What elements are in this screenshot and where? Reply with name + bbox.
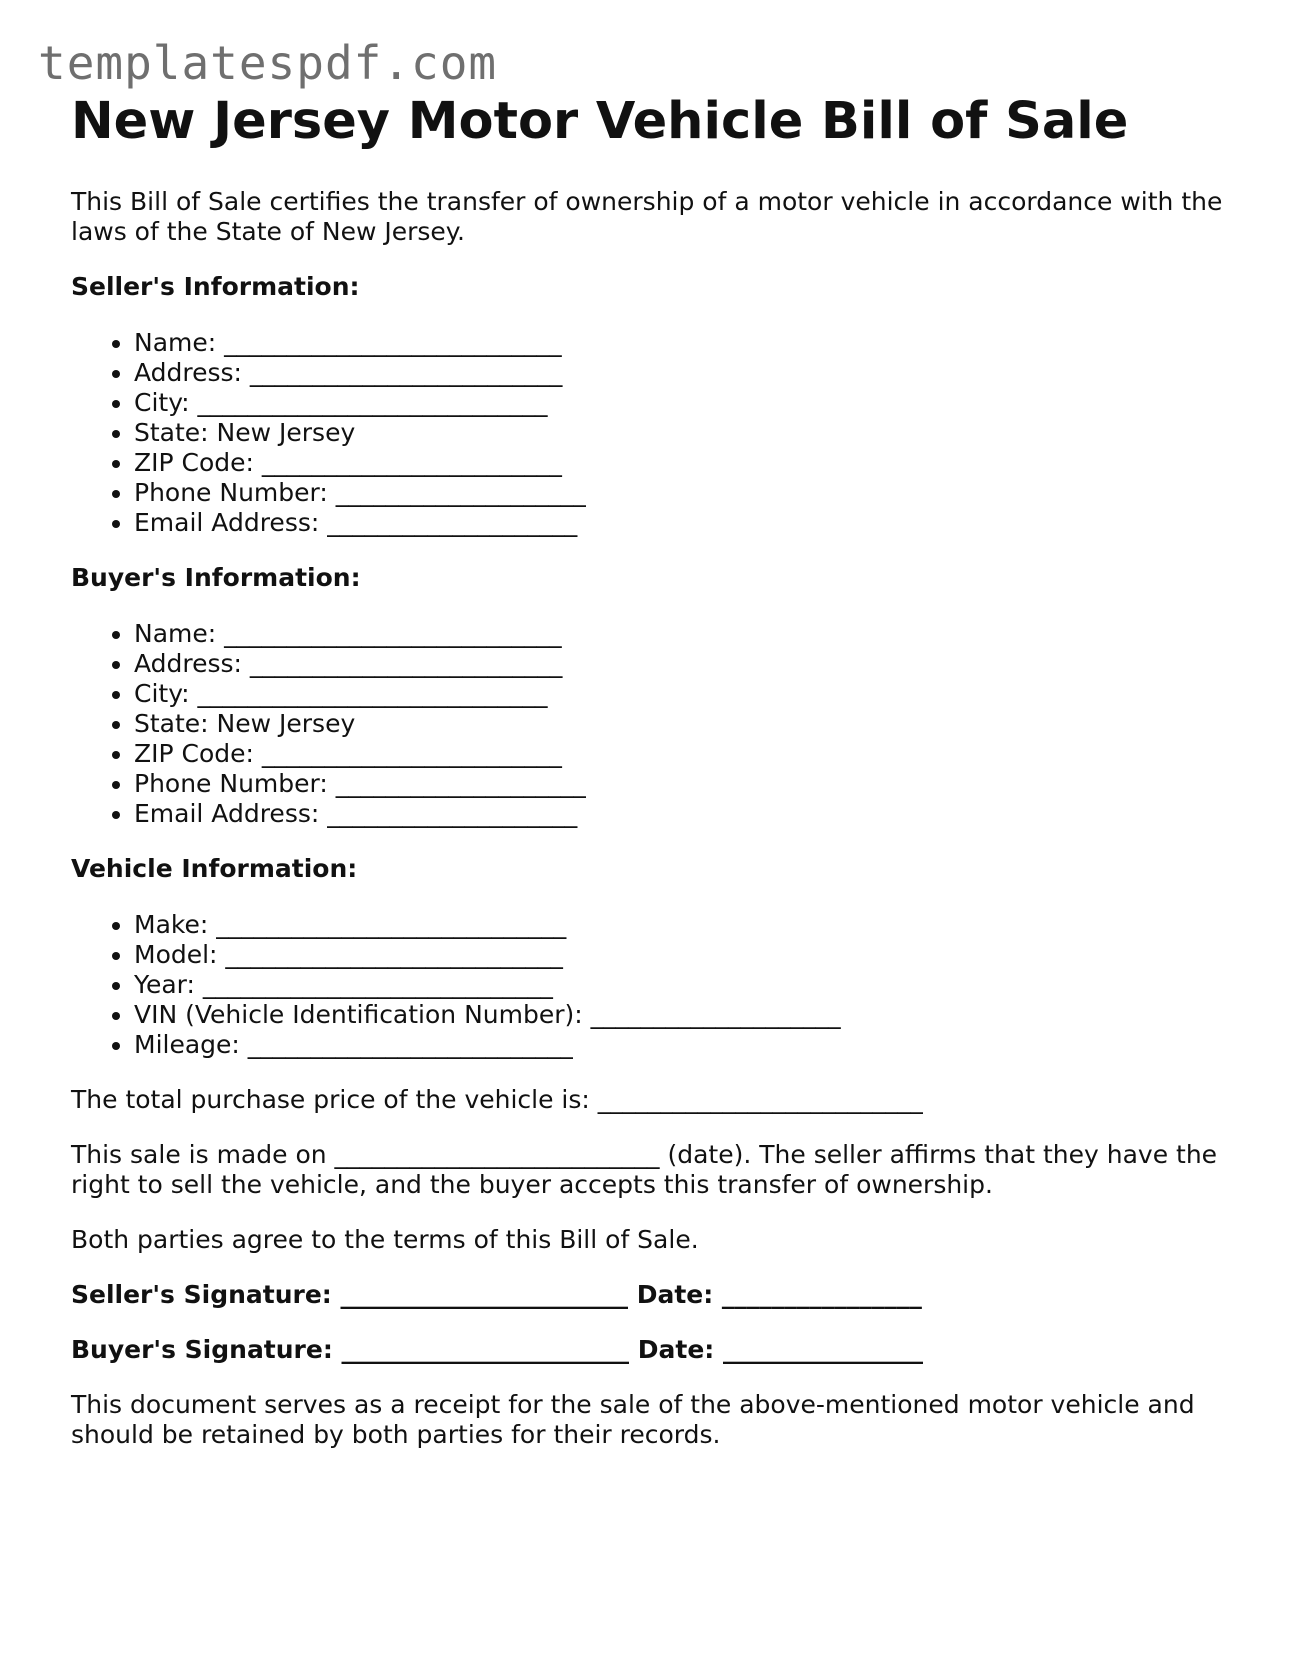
buyer-state-field: • State: New Jersey xyxy=(134,709,1231,739)
agreement-line: Both parties agree to the terms of this Bill of Sale. xyxy=(71,1225,699,1254)
seller-state-field: • State: New Jersey xyxy=(134,418,1231,448)
vehicle-year-field[interactable]: • Year: ____________________________ xyxy=(134,970,1231,1000)
buyer-signature-line[interactable]: Buyer's Signature: _______________________ Date: ________________ xyxy=(71,1335,923,1364)
closing-paragraph: This document serves as a receipt for the sale of the above-mentioned motor vehicle and should be retained by both parties for their records. xyxy=(71,1390,1195,1449)
sale-date-paragraph[interactable]: This sale is made on __________________________ (date). The seller affirms that they have the right to sell the vehicle, and the buyer accepts this transfer of ownership. xyxy=(71,1140,1218,1199)
buyer-address-field[interactable]: • Address: _________________________ xyxy=(134,649,1231,679)
document-title: New Jersey Motor Vehicle Bill of Sale xyxy=(71,92,1129,151)
seller-section-heading: Seller's Information: xyxy=(71,272,360,301)
vehicle-info-list xyxy=(71,910,1231,1060)
seller-email-field[interactable]: • Email Address: ____________________ xyxy=(134,508,1231,538)
vehicle-vin-field[interactable]: • VIN (Vehicle Identification Number): ____________________ xyxy=(134,1000,1231,1030)
vehicle-section-heading: Vehicle Information: xyxy=(71,854,358,883)
watermark: templatespdf.com xyxy=(38,36,498,90)
intro-paragraph: This Bill of Sale certifies the transfer of ownership of a motor vehicle in accordance with the laws of the State of New Jersey. xyxy=(71,187,1223,246)
buyer-name-field[interactable]: • Name: ___________________________ xyxy=(134,619,1231,649)
buyer-email-field[interactable]: • Email Address: ____________________ xyxy=(134,799,1231,829)
buyer-phone-field[interactable]: • Phone Number: ____________________ xyxy=(134,769,1231,799)
vehicle-mileage-field[interactable]: • Mileage: __________________________ xyxy=(134,1030,1231,1060)
buyer-zip-field[interactable]: • ZIP Code: ________________________ xyxy=(134,739,1231,769)
vehicle-model-field[interactable]: • Model: ___________________________ xyxy=(134,940,1231,970)
purchase-price-line[interactable]: The total purchase price of the vehicle is: __________________________ xyxy=(71,1085,923,1114)
seller-zip-field[interactable]: • ZIP Code: ________________________ xyxy=(134,448,1231,478)
buyer-city-field[interactable]: • City: ____________________________ xyxy=(134,679,1231,709)
seller-signature-line[interactable]: Seller's Signature: _______________________ Date: ________________ xyxy=(71,1280,922,1309)
seller-address-field[interactable]: • Address: _________________________ xyxy=(134,358,1231,388)
buyer-info-list xyxy=(71,619,1231,829)
buyer-section-heading: Buyer's Information: xyxy=(71,563,361,592)
seller-name-field[interactable]: • Name: ___________________________ xyxy=(134,328,1231,358)
seller-phone-field[interactable]: • Phone Number: ____________________ xyxy=(134,478,1231,508)
seller-info-list xyxy=(71,328,1231,538)
document-body xyxy=(71,92,1231,1450)
seller-city-field[interactable]: • City: ____________________________ xyxy=(134,388,1231,418)
vehicle-make-field[interactable]: • Make: ____________________________ xyxy=(134,910,1231,940)
